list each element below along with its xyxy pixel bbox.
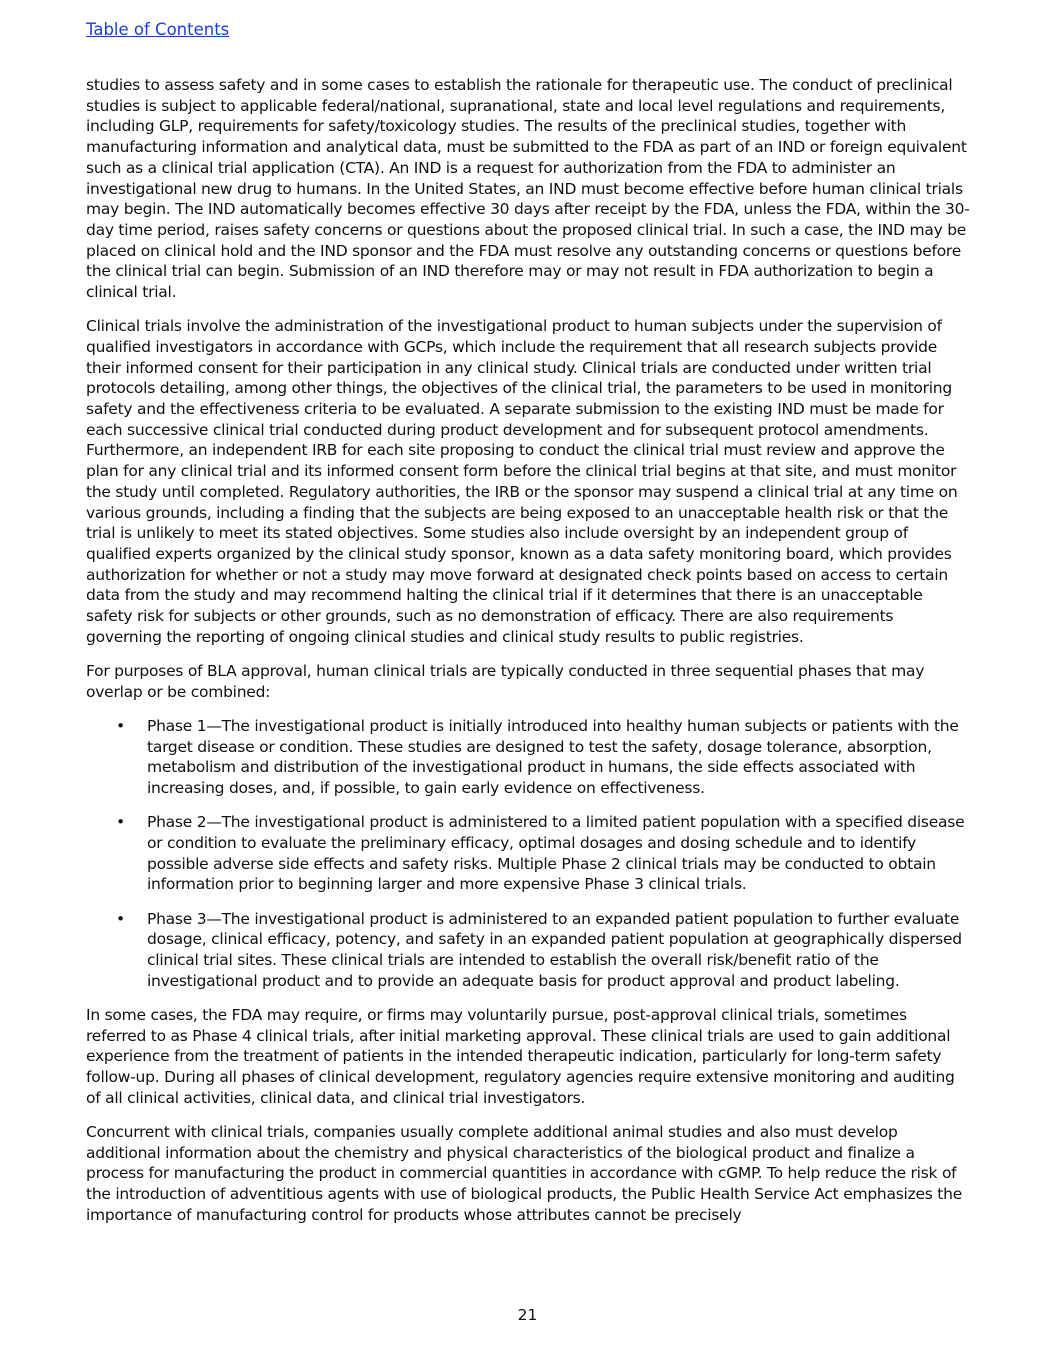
paragraph-bla-phases-intro: For purposes of BLA approval, human clinical trials are typically conducted in three sequential phases that may overlap or be combined: — [86, 661, 925, 701]
paragraph-clinical-trials: Clinical trials involve the administration of the investigational product to human subjects under the supervision of qualified investigators in accordance with GCPs, which include the requirement that all research subjects provide their informed consent for their participation in any clinical study. Clinical trials are conducted under written trial protocols detailing, among other things, the objectives of the clinical trial, the parameters to be used in monitoring safety and the effectiveness criteria to be evaluated. A separate submission to the existing IND must be made for each successive clinical trial conducted during product development and for subsequent protocol amendments. Furthermore, an independent IRB for each site proposing to conduct the clinical trial must review and approve the plan for any clinical trial and its informed consent form before the clinical trial begins at that site, and must monitor the study until completed. Regulatory authorities, the IRB or the sponsor may suspend a clinical trial at any time on various grounds, including a finding that the subjects are being exposed to an unacceptable health risk or that the trial is unlikely to meet its stated objectives. Some studies also include oversight by an independent group of qualified experts organized by the clinical study sponsor, known as a data safety monitoring board, which provides authorization for whether or not a study may move forward at designated check points based on access to certain data from the study and may recommend halting the clinical trial if it determines that there is an unacceptable safety risk for subjects or other grounds, such as no demonstration of efficacy. There are also requirements governing the reporting of ongoing clinical studies and clinical study results to public registries. — [86, 317, 958, 646]
list-item-text: Phase 2—The investigational product is administered to a limited patient population with a specified disease or condition to evaluate the preliminary efficacy, optimal dosages and dosing schedule and to identify possible adverse side effects and safety risks. Multiple Phase 2 clinical trials may be conducted to obtain information prior to beginning larger and more expensive Phase 3 clinical trials. — [147, 813, 965, 894]
list-item-phase-2 — [86, 812, 971, 895]
bullet-icon: • — [116, 716, 125, 735]
list-item-text: Phase 3—The investigational product is administered to an expanded patient population to further evaluate dosage, clinical efficacy, potency, and safety in an expanded patient population at geographically dispersed clinical trial sites. These clinical trials are intended to establish the overall risk/benefit ratio of the investigational product and to provide an adequate basis for product approval and product labeling. — [147, 909, 962, 990]
bullet-icon: • — [116, 909, 125, 928]
phase-list — [86, 716, 971, 991]
list-item-text: Phase 1—The investigational product is initially introduced into healthy human subjects or patients with the target disease or condition. These studies are designed to test the safety, dosage tolerance, absorption, metabolism and distribution of the investigational product in humans, the side effects associated with increasing doses, and, if possible, to gain early evidence on effectiveness. — [147, 716, 959, 797]
paragraph-post-approval-trials: In some cases, the FDA may require, or firms may voluntarily pursue, post-approval clinical trials, sometimes referred to as Phase 4 clinical trials, after initial marketing approval. These clinical trials are used to gain additional experience from the treatment of patients in the intended therapeutic indication, particularly for long-term safety follow-up. During all phases of clinical development, regulatory agencies require extensive monitoring and auditing of all clinical activities, clinical data, and clinical trial investigators. — [86, 1005, 955, 1107]
list-item-phase-1 — [86, 716, 971, 799]
bullet-icon: • — [116, 813, 125, 832]
list-item-phase-3 — [86, 909, 971, 992]
document-body — [86, 75, 971, 1239]
page-number: 21 — [517, 1306, 538, 1324]
paragraph-manufacturing-cgmp: Concurrent with clinical trials, companies usually complete additional animal studies and also must develop additional information about the chemistry and physical characteristics of the biological product and finalize a process for manufacturing the product in commercial quantities in accordance with cGMP. To help reduce the risk of the introduction of adventitious agents with use of biological products, the Public Health Service Act emphasizes the importance of manufacturing control for products whose attributes cannot be precisely — [86, 1122, 962, 1224]
paragraph-preclinical-ind: studies to assess safety and in some cases to establish the rationale for therapeutic use. The conduct of preclinical studies is subject to applicable federal/national, supranational, state and local level regulations and requirements, including GLP, requirements for safety/toxicology studies. The results of the preclinical studies, together with manufacturing information and analytical data, must be submitted to the FDA as part of an IND or foreign equivalent such as a clinical trial application (CTA). An IND is a request for authorization from the FDA to administer an investigational new drug to humans. In the United States, an IND must become effective before human clinical trials may begin. The IND automatically becomes effective 30 days after receipt by the FDA, unless the FDA, within the 30-day time period, raises safety concerns or questions about the proposed clinical trial. In such a case, the IND may be placed on clinical hold and the IND sponsor and the FDA must resolve any outstanding concerns or questions before the clinical trial can begin. Submission of an IND therefore may or may not result in FDA authorization to begin a clinical trial. — [86, 76, 970, 302]
table-of-contents-link[interactable]: Table of Contents — [86, 20, 230, 39]
